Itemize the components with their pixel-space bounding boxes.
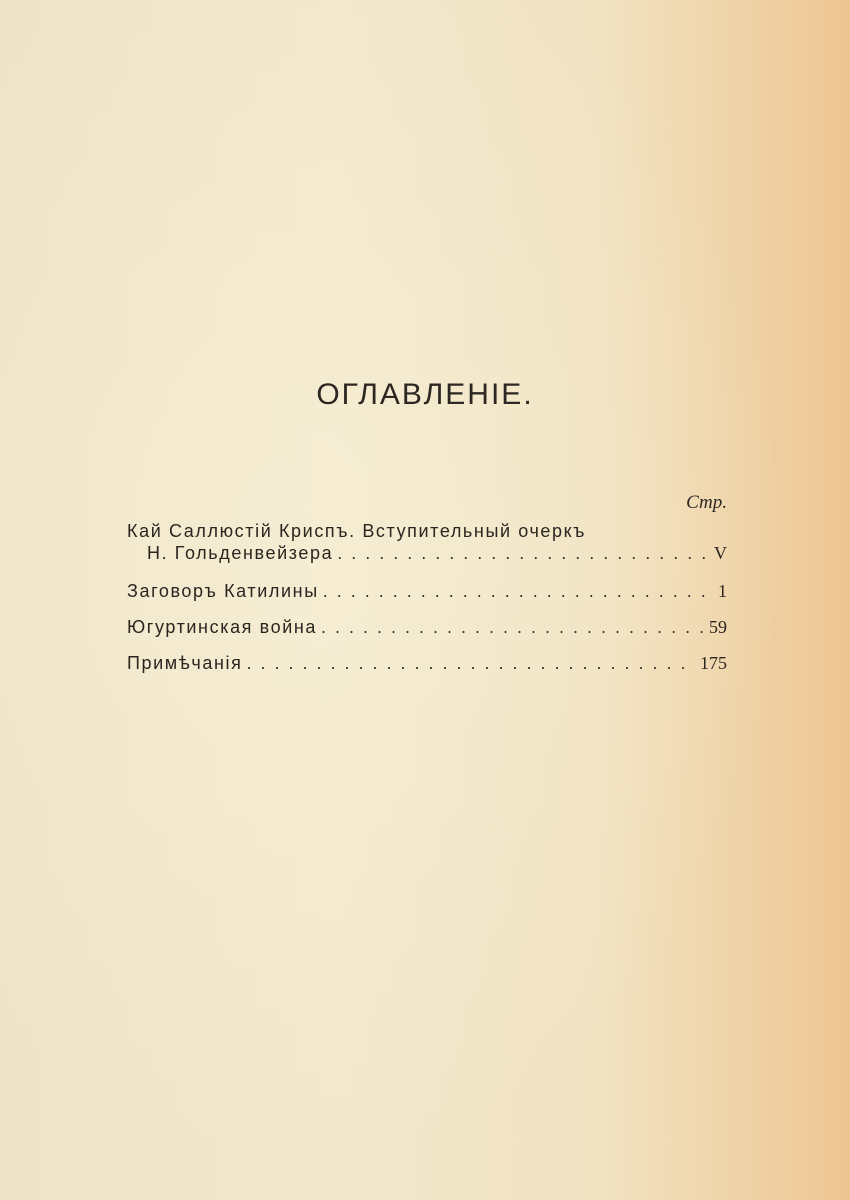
toc-entry-notes (127, 652, 727, 674)
dot-leader (337, 542, 708, 564)
toc-entry-author: Н. Гольденвейзера (147, 543, 334, 563)
toc-entry-first-line (127, 520, 727, 542)
dot-leader (246, 652, 694, 674)
page-title: ОГЛАВЛЕНІЕ. (316, 378, 534, 411)
toc-entry-line (127, 580, 727, 602)
toc-entry-page: 1 (718, 581, 727, 601)
toc-entry-catiline (127, 580, 727, 602)
toc-entry-page: 59 (709, 617, 727, 637)
toc-entry-title: Примѣчанія (127, 653, 243, 673)
toc-entry-title: Югуртинская война (127, 617, 318, 637)
toc-entry-title: Кай Саллюстій Криспъ. Вступительный очеркъ (127, 521, 586, 541)
toc-entry-page: 175 (700, 653, 727, 673)
dot-leader (323, 580, 712, 602)
page-column-label: Стр. (686, 492, 727, 513)
toc-entry-introduction (127, 520, 727, 564)
toc-entry-page: V (714, 543, 727, 563)
toc-entry-title: Заговоръ Катилины (127, 581, 319, 601)
toc-entry-jugurtha (127, 616, 727, 638)
toc-entry-line (127, 652, 727, 674)
toc-entry-line (127, 616, 727, 638)
dot-leader (321, 616, 703, 638)
toc-entry-second-line (127, 542, 727, 564)
